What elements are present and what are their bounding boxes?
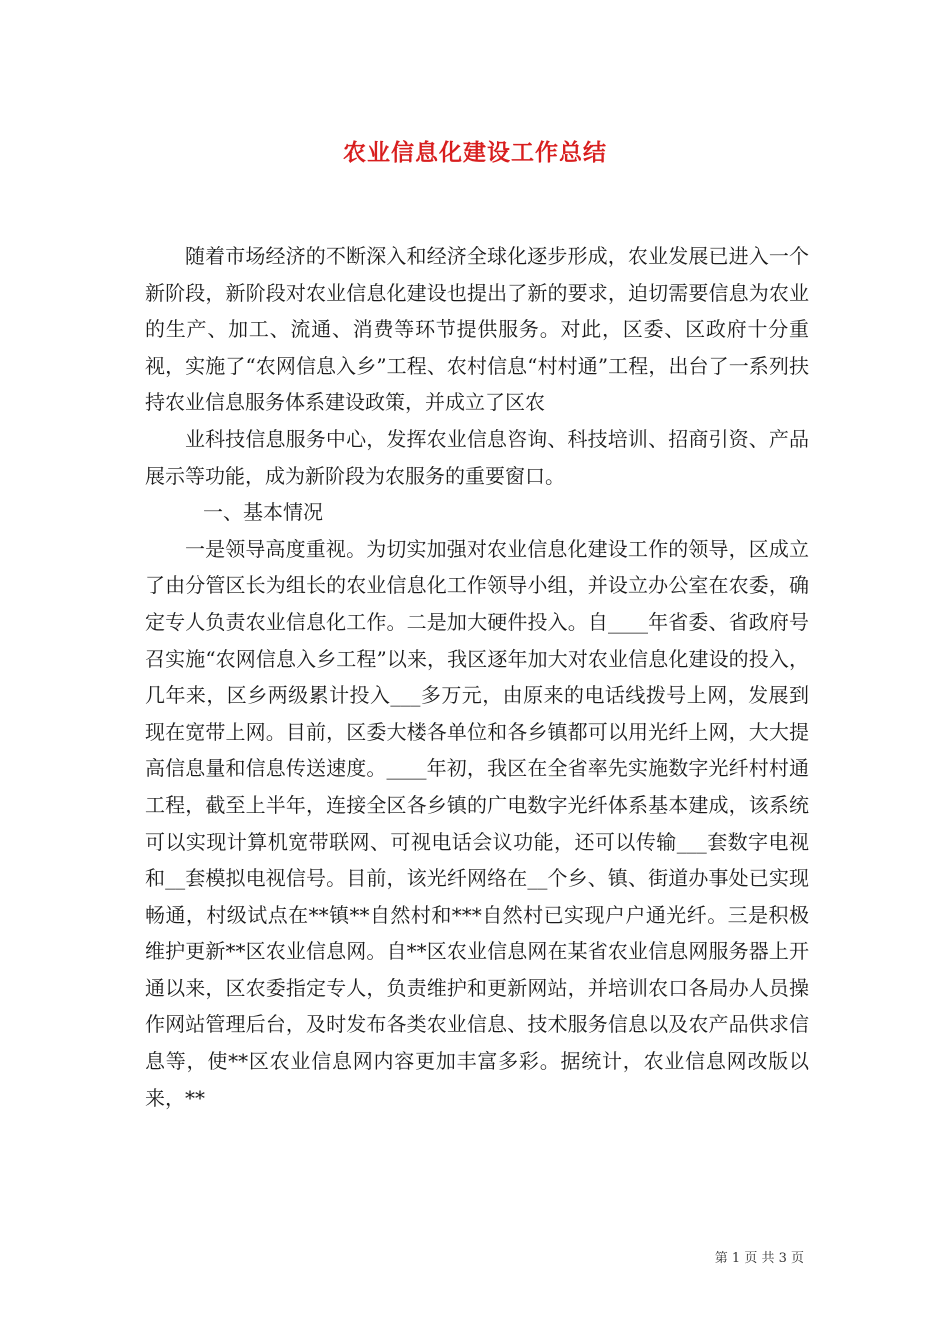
paragraph-basic-situation: 一是领导高度重视。为切实加强对农业信息化建设工作的领导，区成立了由分管区长为组长的农业信息化工作领导小组，并设立办公室在农委，确定专人负责农业信息化工作。二是加大硬件投入。自____年省委、省政府号召实施“农网信息入乡工程”以来，我区逐年加大对农业信息化建设的投入，几年来，区乡两级累计投入___多万元，由原来的电话线拨号上网，发展到现在宽带上网。目前，区委大楼各单位和各乡镇都可以用光纤上网，大大提高信息量和信息传送速度。____年初，我区在全省率先实施数字光纤村村通工程，截至上半年，连接全区各乡镇的广电数字光纤体系基本建成，该系统可以实现计算机宽带联网、可视电话会议功能，还可以传输___套数字电视和__套模拟电视信号。目前，该光纤网络在__个乡、镇、街道办事处已实现畅通，村级试点在**镇**自然村和***自然村已实现户户通光纤。三是积极维护更新**区农业信息网。自**区农业信息网在某省农业信息网服务器上开通以来，区农委指定专人，负责维护和更新网站，并培训农口各局办人员操作网站管理后台，及时发布各类农业信息、技术服务信息以及农产品供求信息等，使**区农业信息网内容更加丰富多彩。据统计，农业信息网改版以来，** bbox=[145, 536, 809, 1110]
document-body bbox=[145, 238, 809, 1116]
paragraph-intro: 随着市场经济的不断深入和经济全球化逐步形成，农业发展已进入一个新阶段，新阶段对农业信息化建设也提出了新的要求，迫切需要信息为农业的生产、加工、流通、消费等环节提供服务。对此，区委、区政府十分重视，实施了“农网信息入乡”工程、农村信息“村村通”工程，出台了一系列扶持农业信息服务体系建设政策，并成立了区农 bbox=[145, 244, 809, 415]
document-title: 农业信息化建设工作总结 bbox=[343, 139, 607, 166]
paragraph-intro-continued: 业科技信息服务中心，发挥农业信息咨询、科技培训、招商引资、产品展示等功能，成为新阶段为农服务的重要窗口。 bbox=[145, 426, 809, 488]
section-heading-basic-situation: 一、基本情况 bbox=[203, 500, 323, 525]
page-number-footer: 第 1 页 共 3 页 bbox=[714, 1251, 804, 1266]
